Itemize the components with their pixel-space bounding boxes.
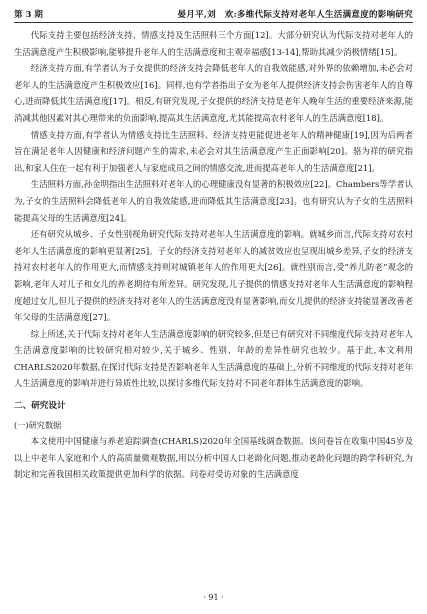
paragraph-overview: 代际支持主要包括经济支持、情感支持及生活照料三个方面[12]。大部分研究认为代际支持对老年人的生活满意度产生积极影响,能够提升老年人的生活满意度和主观幸福感[13-14],帮助其减少消极情绪[15]。 bbox=[14, 30, 413, 57]
header-rule bbox=[14, 22, 413, 23]
paragraph-daily-care: 生活照料方面,孙金明指出生活照料对老年人的心理健康没有显著的积极效应[22]。Chambers等学者认为,子女的生活照料会降低老年人的自我效能感,进而降低其生活满意度[23]。也有研究认为子女的生活照料能提高父母的生活满意度[24]。 bbox=[14, 179, 413, 223]
paragraph-emotional-support: 情感支持方面,有学者认为情感支持比生活照料、经济支持更能促进老年人的精神健康[19],因为后两者旨在满足老年人因健康和经济问题产生的需求,未必会对其生活满意度产生正面影响[20]。骆为祥的研究指出,和家人住在一起有利于加强老人与家庭成员之间的情感交流,进而提高老年人的生活满意度[21]。 bbox=[14, 129, 413, 173]
page-number: · 91 · bbox=[203, 593, 224, 602]
running-header bbox=[14, 6, 413, 22]
issue-number: 第 3 期 bbox=[14, 10, 43, 20]
section-heading: 二、研究设计 bbox=[14, 401, 66, 412]
subsection-heading: (一)研究数据 bbox=[14, 420, 62, 431]
paragraph-data-source: 本文使用中国健康与养老追踪调查(CHARLS)2020年全国基线调查数据。该问卷旨在收集中国45岁及以上中老年人家庭和个人的高质量微观数据,用以分析中国人口老龄化问题,推动老龄化问题的跨学科研究,为制定和完善我国相关政策提供更加科学的依据。问卷对受访对象的生活满意度 bbox=[14, 436, 413, 480]
running-title: 晏月平,刘 欢:多维代际支持对老年人生活满意度的影响研究 bbox=[177, 10, 413, 20]
paragraph-urban-rural-gender: 还有研究从城乡、子女性别视角研究代际支持对老年人生活满意度的影响。就城乡而言,代际支持对农村老年人生活满意度的影响更显著[25]。子女的经济支持对老年人的减贫效应也呈现出城乡差异,子女的经济支持对农村老年人的作用更大,而情感支持则对城镇老年人的作用更大[26]。就性别而言,受“养儿防老”观念的影响,老年人对儿子和女儿的养老期待有所差异。研究发现,儿子提供的情感支持对老年人生活满意度的影响程度超过女儿,但儿子提供的经济支持对老年人的生活满意度没有显著影响,而女儿提供的经济支持能显著改善老年父母的生活满意度[27]。 bbox=[14, 229, 413, 323]
paragraph-summary: 综上所述,关于代际支持对老年人生活满意度影响的研究较多,但是已有研究对不同维度代际支持对老年人生活满意度影响的比较研究相对较少,关于城乡、性别、年龄的差异性研究也较少。基于此,本文利用CHARLS2020年数据,在探讨代际支持是否影响老年人生活满意度的基础上,分析不同维度的代际支持对老年人生活满意度的影响并进行异质性比较,以探讨多维代际支持对不同老年群体生活满意度的影响。 bbox=[14, 328, 413, 389]
article-body bbox=[14, 27, 413, 483]
paragraph-economic-support: 经济支持方面,有学者认为子女提供的经济支持会降低老年人的自我效能感,对外界的依赖增加,未必会对老年人的生活满意度产生积极效应[16]。同样,也有学者指出子女为老年人提供经济支持会伤害老年人的自尊心,进而降低其生活满意度[17]。相反,有研究发现,子女提供的经济支持是老年人晚年生活的重要经济来源,能消减其他因素对其心理带来的负面影响,提高其生活满意度,尤其能提高农村老年人的生活满意度[18]。 bbox=[14, 63, 413, 123]
